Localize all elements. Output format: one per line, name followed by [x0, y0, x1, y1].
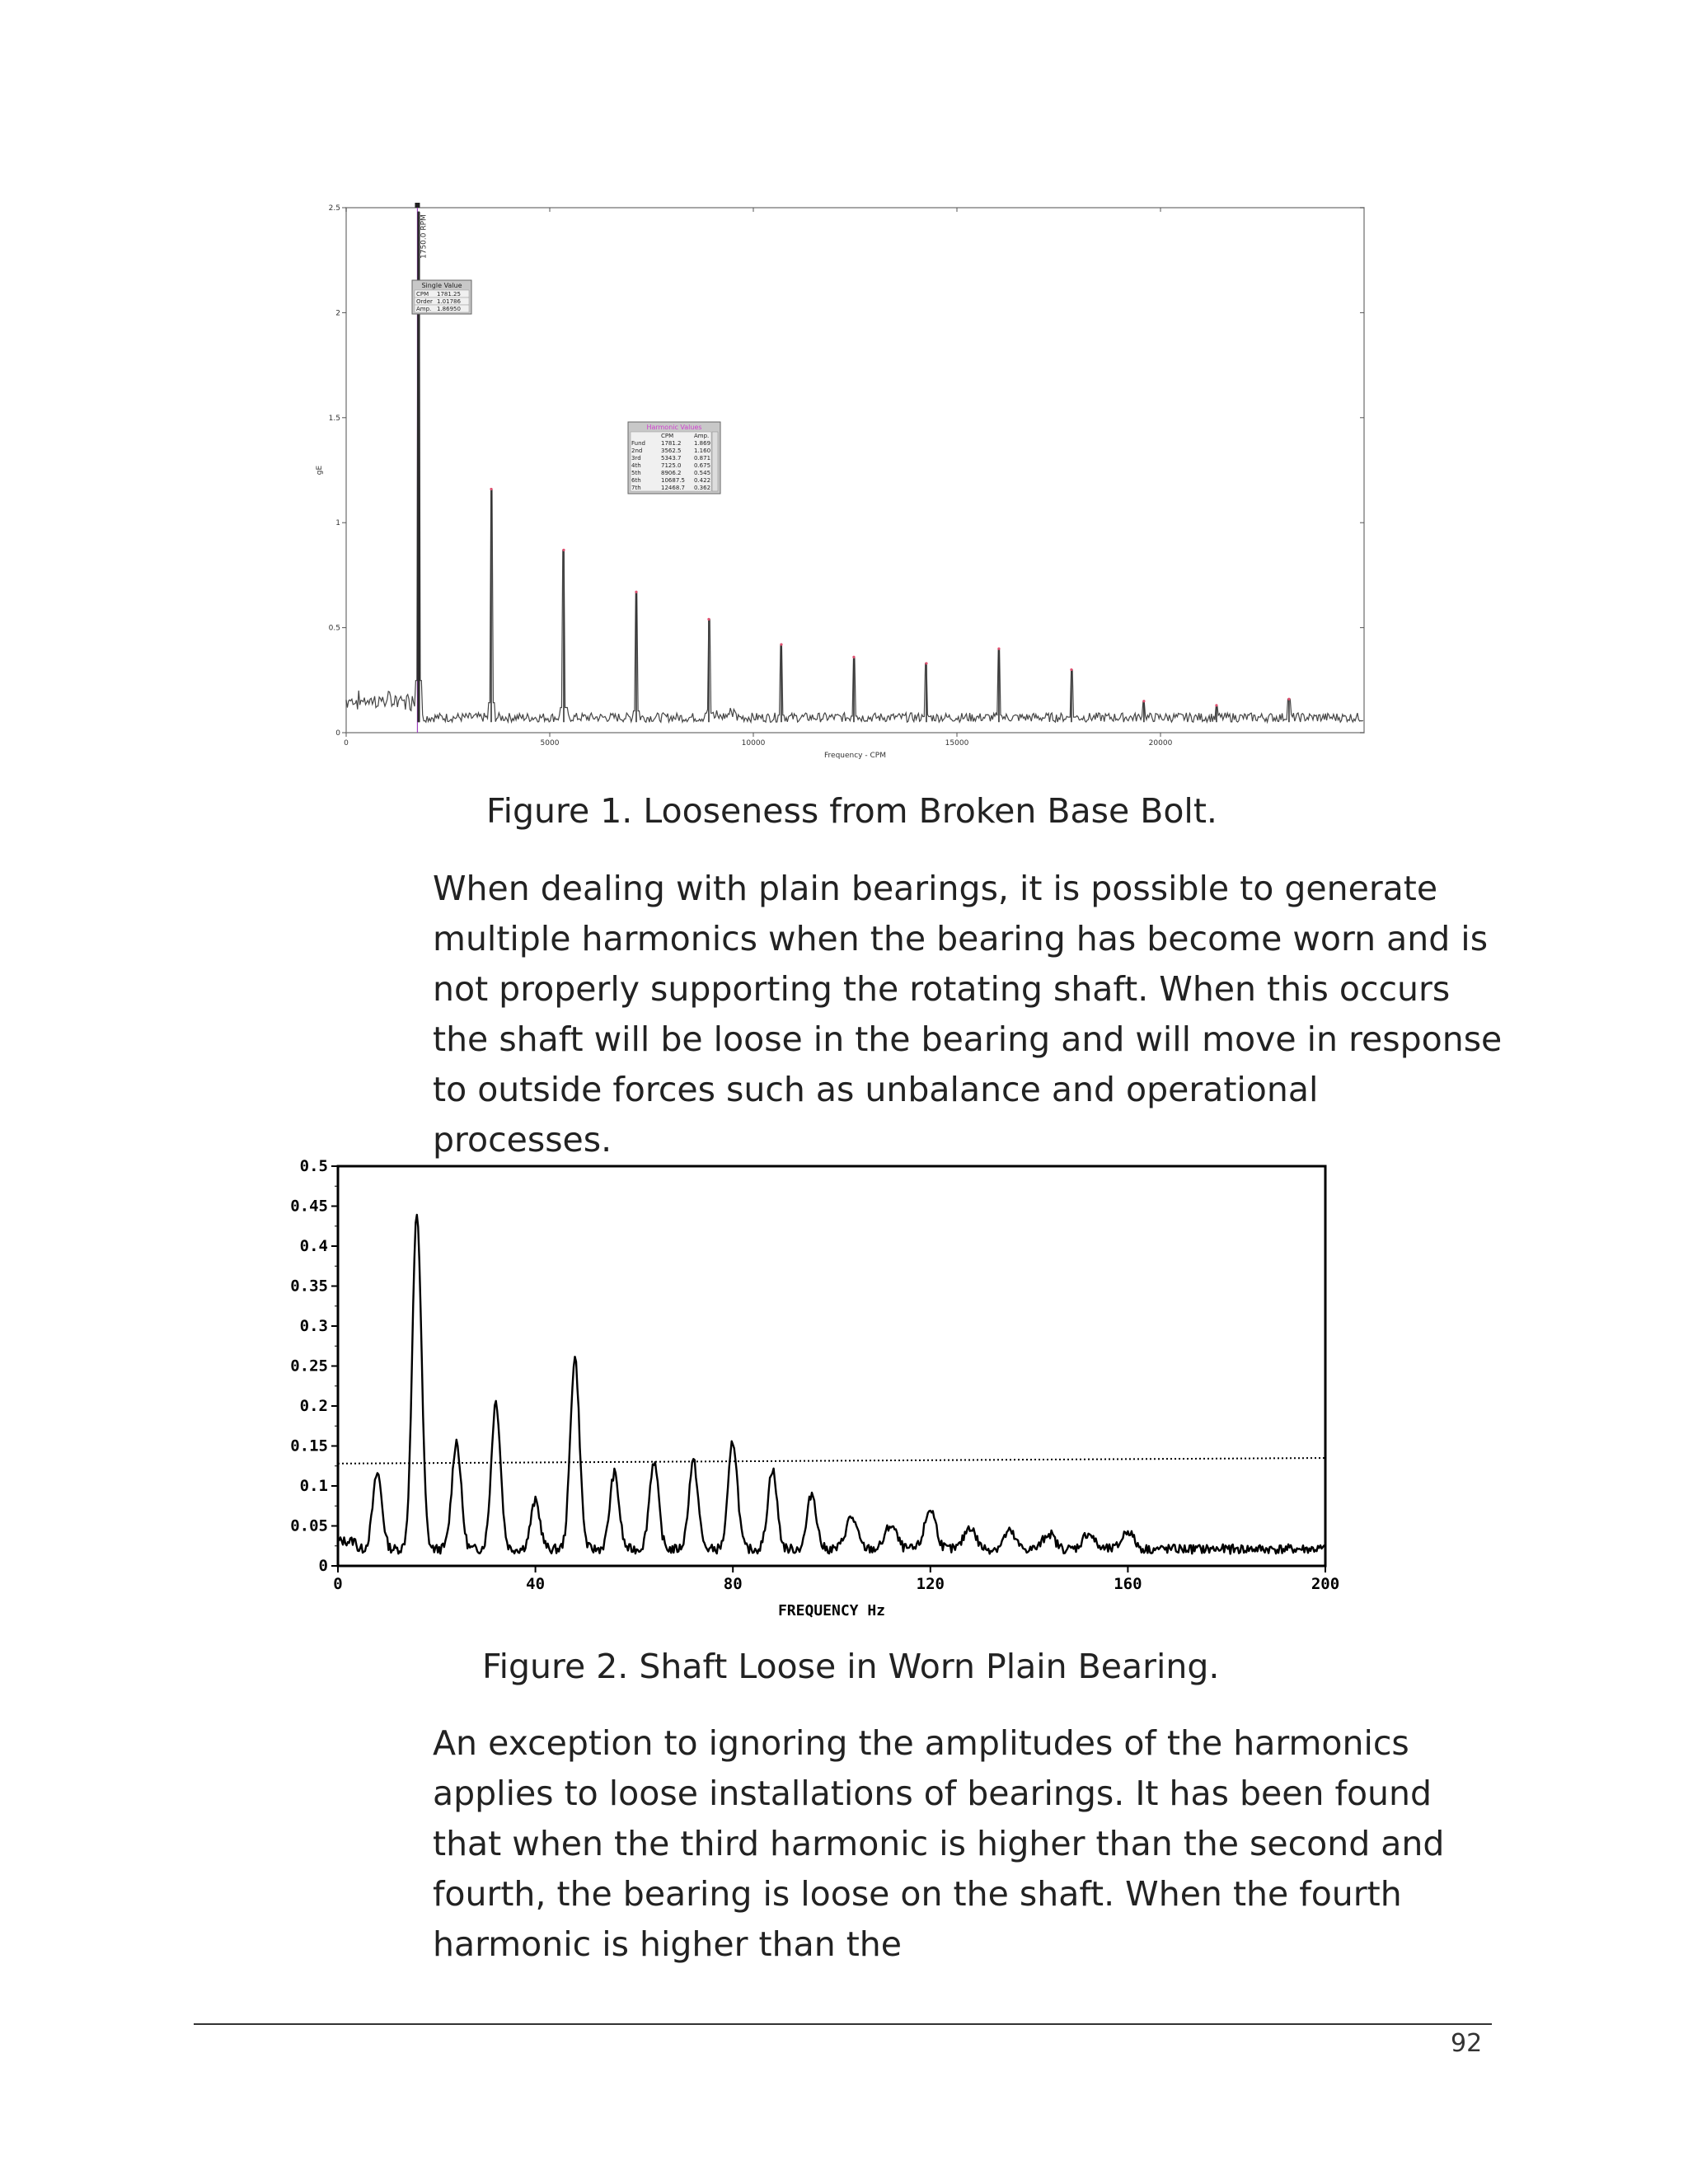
- fig1-harmonic-cell: 0.422: [694, 477, 711, 484]
- fig1-peak-marker: [1215, 704, 1217, 706]
- footer-rule: [194, 2023, 1492, 2025]
- fig1-ylabel: gE: [316, 465, 324, 476]
- fig1-peak-marker: [780, 643, 782, 645]
- fig2-xtick-label: 40: [526, 1575, 546, 1593]
- fig1-peak-marker: [852, 656, 855, 658]
- fig1-harmonic-cell: 5th: [631, 470, 641, 476]
- fig2-ytick-label: 0: [318, 1557, 328, 1575]
- fig1-ytick-label: 2.5: [328, 204, 340, 213]
- fig2-xlabel: FREQUENCY Hz: [777, 1602, 886, 1619]
- fig1-harmonic-cell: 0.871: [694, 455, 711, 462]
- fig2-ytick-label: 0.05: [290, 1516, 328, 1535]
- fig1-ytick-label: 1: [335, 519, 340, 528]
- fig1-harmonic-cell: Fund: [631, 440, 645, 447]
- fig2-ytick-label: 0.2: [299, 1397, 328, 1415]
- fig1-harmonic-cell: 1.869: [694, 440, 711, 447]
- fig2-xtick-label: 80: [723, 1575, 743, 1593]
- fig1-harmonic-cell: 5343.7: [661, 455, 682, 462]
- fig1-single-value-key: Order: [416, 298, 433, 305]
- paragraph-2-text: An exception to ignoring the amplitudes of the harmonics applies to loose installations of bearings. It has been found that when the third harmonic is higher than the second and fourth, the bearing is loose on the shaft. When the fourth harmonic is higher than the: [433, 1723, 1445, 1964]
- fig1-harmonic-cell: 1781.2: [661, 440, 682, 447]
- fig1-single-value-key: Amp.: [416, 306, 432, 312]
- fig1-xlabel: Frequency - CPM: [824, 752, 886, 760]
- figure-2-chart: [272, 1146, 1368, 1640]
- fig1-xtick-label: 5000: [540, 739, 560, 748]
- fig1-harmonic-title: Harmonic Values: [646, 424, 702, 431]
- fig1-harmonic-cell: 4th: [631, 462, 641, 469]
- fig1-peak-marker: [707, 618, 710, 621]
- paragraph-1: [433, 864, 1504, 1165]
- fig1-harmonic-cell: 3562.5: [661, 448, 682, 454]
- paragraph-2: [433, 1718, 1504, 1970]
- fig1-peak-marker: [997, 647, 1000, 649]
- fig1-harmonic-cell: 12468.7: [661, 485, 685, 491]
- fig2-ytick-label: 0.5: [299, 1157, 328, 1175]
- fig1-single-value-val: 1.86950: [437, 306, 461, 312]
- fig2-xtick-label: 120: [916, 1575, 945, 1593]
- fig1-single-value-title: Single Value: [421, 282, 462, 289]
- fig1-harmonic-cell: 3rd: [631, 455, 641, 462]
- fig1-harmonic-cell: 10687.5: [661, 477, 685, 484]
- fig2-xtick-label: 160: [1114, 1575, 1142, 1593]
- fig1-harmonic-scrollbar: [712, 432, 718, 491]
- fig1-peak-marker: [1070, 668, 1072, 671]
- fig1-xtick-label: 0: [344, 739, 349, 748]
- fig2-xtick-label: 0: [333, 1575, 343, 1593]
- fig1-single-value-key: CPM: [416, 291, 429, 298]
- fig1-harmonic-header: Amp.: [694, 433, 710, 439]
- paragraph-1-text: When dealing with plain bearings, it is possible to generate multiple harmonics when the bearing has become worn and is not properly supporting the rotating shaft. When this occurs the shaft will be loose in the bearing and will move in response to outside forces such as unbalance and operational processes.: [433, 869, 1503, 1160]
- fig1-cursor-label: 1750.0 RPM: [420, 214, 429, 259]
- fig1-ytick-label: 0: [335, 729, 340, 738]
- fig1-harmonic-cell: 0.675: [694, 462, 711, 469]
- fig1-harmonic-header: CPM: [661, 433, 674, 439]
- fig1-plot-frame: [346, 208, 1364, 733]
- fig1-harmonic-cell: 0.545: [694, 470, 711, 476]
- fig1-harmonic-cell: 2nd: [631, 448, 643, 454]
- fig1-ytick-label: 2: [335, 309, 340, 318]
- fig2-ytick-label: 0.1: [299, 1477, 328, 1495]
- fig2-ytick-label: 0.35: [290, 1277, 328, 1296]
- fig1-ytick-label: 0.5: [328, 624, 340, 633]
- fig2-ytick-label: 0.3: [299, 1317, 328, 1335]
- fig1-peak-marker: [1287, 698, 1290, 701]
- fig2-plot-frame: [338, 1166, 1325, 1566]
- fig1-xtick-label: 20000: [1148, 739, 1173, 748]
- figure-1-caption: Figure 1. Looseness from Broken Base Bolt.: [486, 791, 1217, 831]
- fig1-single-value-val: 1.01786: [437, 298, 461, 305]
- fig2-xtick-label: 200: [1311, 1575, 1340, 1593]
- fig1-harmonic-cell: 7th: [631, 485, 641, 491]
- figure-1-chart: [305, 198, 1376, 775]
- fig2-ytick-label: 0.25: [290, 1357, 328, 1376]
- fig1-harmonic-cell: 1.160: [694, 448, 711, 454]
- fig2-ytick-label: 0.4: [299, 1237, 328, 1255]
- fig2-ytick-label: 0.45: [290, 1197, 328, 1216]
- fig1-peak-marker: [490, 488, 492, 490]
- figure-2-caption: Figure 2. Shaft Loose in Worn Plain Bearing.: [482, 1647, 1220, 1686]
- fig1-harmonic-cell: 0.362: [694, 485, 711, 491]
- fig1-xtick-label: 15000: [945, 739, 969, 748]
- fig1-xtick-label: 10000: [741, 739, 766, 748]
- fig2-ytick-label: 0.15: [290, 1436, 328, 1455]
- fig1-peak-marker: [635, 591, 637, 593]
- fig1-single-value-val: 1781.25: [437, 291, 461, 298]
- fig1-peak-marker: [1142, 700, 1145, 702]
- page-number: 92: [1451, 2029, 1483, 2058]
- fig1-cursor-marker: [415, 203, 420, 208]
- fig1-harmonic-cell: 8906.2: [661, 470, 682, 476]
- fig1-peak-marker: [562, 549, 565, 551]
- fig1-harmonic-cell: 7125.0: [661, 462, 682, 469]
- fig1-harmonic-cell: 6th: [631, 477, 641, 484]
- fig1-ytick-label: 1.5: [328, 414, 340, 423]
- fig1-peak-marker: [925, 662, 927, 664]
